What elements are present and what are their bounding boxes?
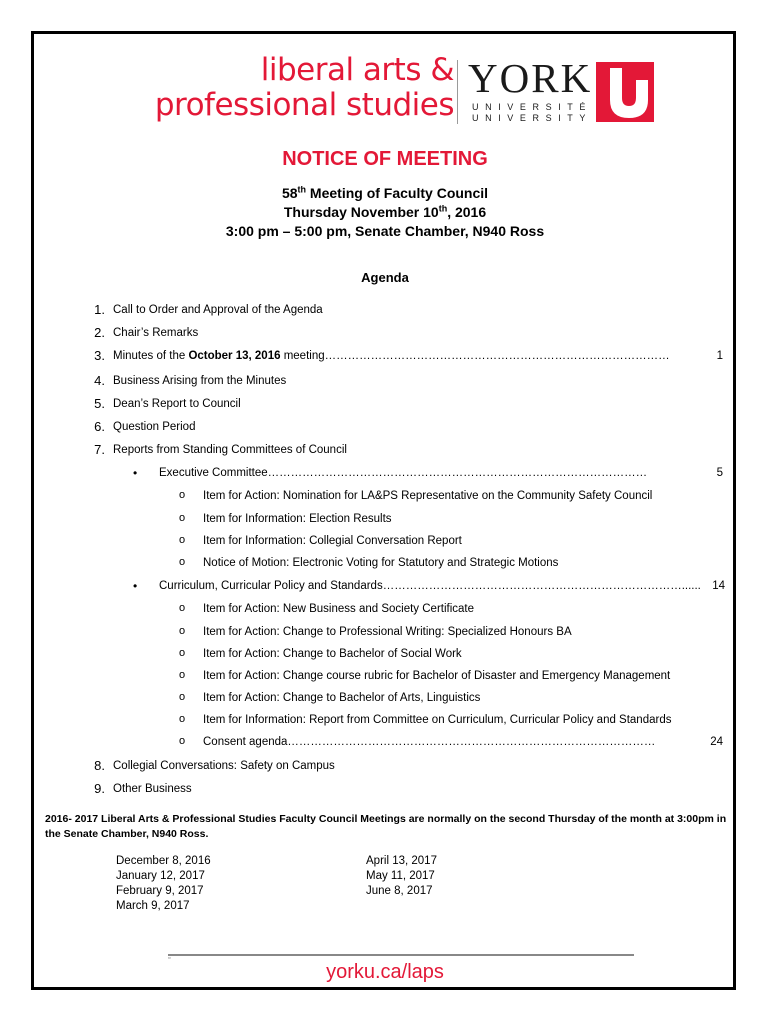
- meeting-dates-left: [116, 854, 211, 914]
- sub-item: o Item for Information: Collegial Conversation Report: [179, 534, 462, 547]
- agenda-item: 6. Question Period: [94, 419, 196, 434]
- university-text: UNIVERSITY: [472, 113, 593, 123]
- agenda-item: 7. Reports from Standing Committees of Council: [94, 442, 347, 457]
- sub-item: o Item for Action: Change to Bachelor of Social Work: [179, 647, 462, 660]
- universite-text: UNIVERSITÉ: [472, 102, 593, 112]
- sub-item: o Notice of Motion: Electronic Voting for Statutory and Strategic Motions: [179, 556, 559, 569]
- agenda-item: 5. Dean’s Report to Council: [94, 396, 241, 411]
- agenda-item: 9. Other Business: [94, 781, 192, 796]
- footer-divider: [168, 954, 634, 956]
- meeting-time-location: 3:00 pm – 5:00 pm, Senate Chamber, N940 Ross: [225, 223, 545, 239]
- sub-item: o Item for Action: Change to Professional Writing: Specialized Honours BA: [179, 625, 572, 638]
- agenda-item: 4. Business Arising from the Minutes: [94, 373, 287, 388]
- agenda-item: 1. Call to Order and Approval of the Agenda: [94, 302, 323, 317]
- laps-wordmark: [114, 53, 454, 123]
- agenda-item-minutes: 3. Minutes of the October 13, 2016 meeting……………………………………………………………………………… 1: [94, 348, 723, 363]
- meeting-number: 58th Meeting of Faculty Council: [281, 184, 489, 201]
- sub-item: o Item for Action: Change to Bachelor of Arts, Linguistics: [179, 691, 481, 704]
- meeting-date: Thursday November 10th, 2016: [283, 203, 487, 220]
- agenda-heading: Agenda: [361, 270, 409, 285]
- footer-url-link[interactable]: yorku.ca/laps: [326, 961, 444, 983]
- laps-line-2: professional studies: [154, 87, 454, 123]
- york-wordmark: YORK: [468, 55, 593, 101]
- agenda-item: 2. Chair’s Remarks: [94, 325, 199, 340]
- notice-title: NOTICE OF MEETING: [282, 148, 488, 170]
- sub-item: o Item for Action: New Business and Society Certificate: [179, 602, 475, 615]
- meeting-date-item: June 8, 2017: [366, 885, 433, 897]
- meeting-dates-right: [366, 854, 437, 899]
- meeting-date-item: January 12, 2017: [116, 870, 205, 882]
- sub-item: o Item for Action: Change course rubric for Bachelor of Disaster and Emergency Management: [179, 669, 671, 682]
- meeting-date-item: March 9, 2017: [116, 900, 190, 912]
- meeting-schedule-notice: 2016- 2017 Liberal Arts & Professional Studies Faculty Council Meetings are normally on the second Thursday of the month at 3:00pm in the Senate Chamber, N940 Ross.: [45, 813, 727, 840]
- curriculum-item: • Curriculum, Curricular Policy and Standards……………………………………………………………………...... 14: [133, 579, 725, 593]
- meeting-date-item: April 13, 2017: [366, 855, 437, 867]
- footer-anchor-icon: ▫: [168, 955, 171, 962]
- sub-item: o Item for Information: Election Results: [179, 512, 392, 525]
- consent-agenda-item: o Consent agenda…………………………………………………………………………………… 24: [179, 735, 723, 748]
- executive-committee-item: • Executive Committee……………………………………………………………………………………… 5: [133, 466, 723, 480]
- page-border: [31, 31, 736, 990]
- sub-item: o Item for Information: Report from Committee on Curriculum, Curricular Policy and Standards: [179, 713, 672, 726]
- laps-line-1: liberal arts &: [260, 52, 454, 88]
- agenda-item: 8. Collegial Conversations: Safety on Campus: [94, 758, 335, 773]
- york-u-logo-icon: [596, 62, 654, 122]
- logo-divider: [457, 60, 458, 124]
- meeting-date-item: May 11, 2017: [366, 870, 435, 882]
- meeting-date-item: December 8, 2016: [116, 855, 211, 867]
- meeting-date-item: February 9, 2017: [116, 885, 204, 897]
- sub-item: o Item for Action: Nomination for LA&PS Representative on the Community Safety Council: [179, 489, 653, 502]
